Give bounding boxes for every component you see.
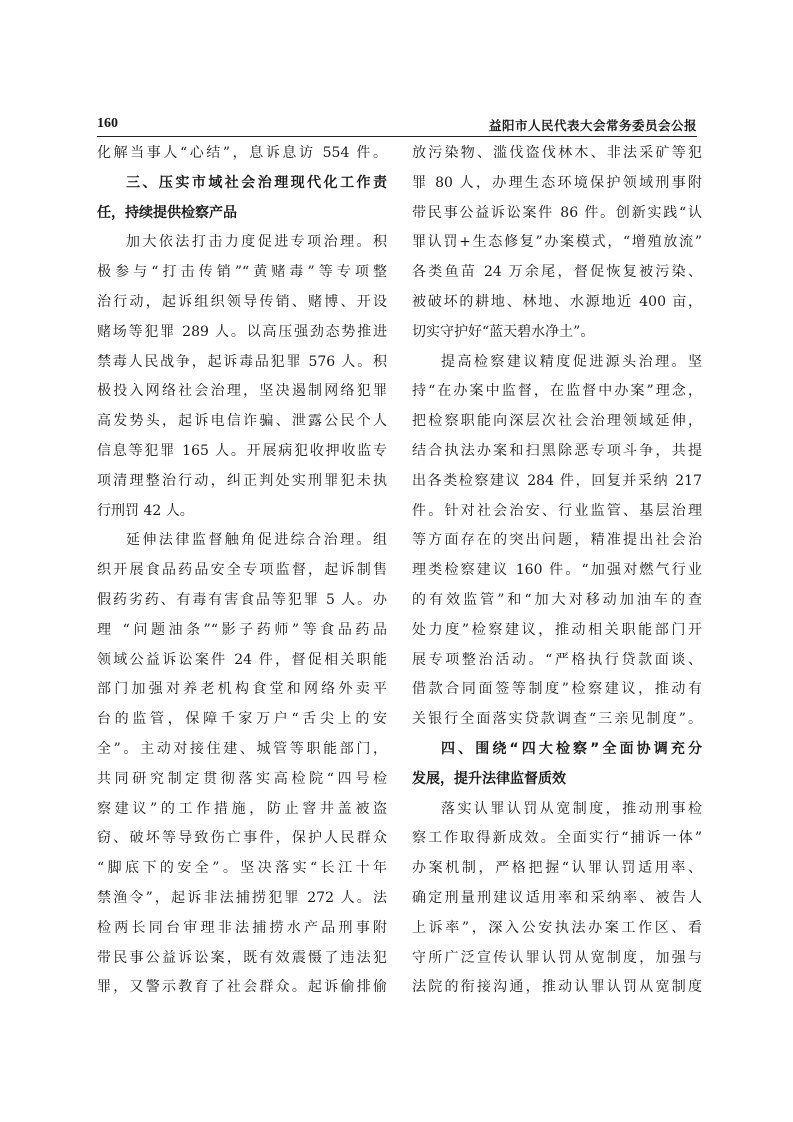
paragraph-line: 项清理整治行动，纠正判处实刑罪犯未执	[97, 472, 387, 489]
paragraph-line: 行刑罚 42 人。	[97, 502, 194, 519]
right-column	[412, 139, 702, 1003]
paragraph-line: 共同研究制定贯彻落实高检院“四号检	[97, 770, 387, 787]
paragraph-line: 办案机制，严格把握“认罪认罚适用率、	[412, 860, 702, 877]
paragraph-line: 延伸法律监督触角促进综合治理。组	[126, 532, 387, 549]
paragraph-line: 罪认罚+生态修复”办案模式，“增殖放流”	[412, 234, 702, 251]
paragraph-line: 全”。主动对接住建、城管等职能部门，	[97, 740, 387, 757]
paragraph-line: 结合执法办案和扫黑除恶专项斗争，共提	[412, 442, 702, 459]
paragraph-line: 理类检察建议 160 件。“加强对燃气行业	[412, 562, 702, 579]
paragraph-line: 察建议”的工作措施，防止窨井盖被盗	[97, 800, 387, 817]
paragraph-line: 展专项整治活动。“严格执行贷款面谈、	[412, 651, 702, 668]
left-column	[97, 139, 387, 1003]
paragraph-line: 赌场等犯罪 289 人。以高压强劲态势推进	[97, 323, 387, 340]
paragraph-line: 信息等犯罪 165 人。开展病犯收押收监专	[97, 442, 387, 459]
paragraph-line: “脚底下的安全”。坚决落实“长江十年	[97, 860, 387, 877]
section-heading: 四、围绕“四大检察”全面协调充分	[441, 740, 702, 757]
paragraph-line: 带民事公益诉讼案件 86 件。创新实践“认	[412, 204, 702, 221]
paragraph-line: 提高检察建议精度促进源头治理。坚	[441, 353, 702, 370]
journal-title: 益阳市人民代表大会常务委员会公报	[488, 118, 697, 133]
paragraph-line: 处力度”检察建议，推动相关职能部门开	[412, 621, 702, 638]
section-heading: 任，持续提供检察产品	[97, 204, 237, 221]
paragraph-line: 借款合同面签等制度”检察建议，推动有	[412, 681, 702, 698]
paragraph-line: 领域公益诉讼案件 24 件，督促相关职能	[97, 651, 387, 668]
paragraph-line: 罪，又警示教育了社会群众。起诉偷排偷	[97, 979, 387, 996]
paragraph-line: 各类鱼苗 24 万余尾，督促恢复被污染、	[412, 264, 702, 281]
paragraph-line: 假药劣药、有毒有害食品等犯罪 5 人。办	[97, 591, 387, 608]
paragraph-line: 被破坏的耕地、林地、水源地近 400 亩，	[412, 293, 702, 310]
paragraph-line: 把检察职能向深层次社会治理领域延伸，	[412, 413, 702, 430]
paragraph-line: 化解当事人“心结”，息诉息访 554 件。	[97, 145, 387, 161]
paragraph-line: 察工作取得新成效。全面实行“捕诉一体”	[412, 830, 702, 847]
paragraph-line: 理 “问题油条”“影子药师”等食品药品	[97, 621, 387, 638]
page-header	[97, 114, 697, 137]
section-heading: 发展，提升法律监督质效	[412, 770, 566, 787]
paragraph-line: 件。针对社会治安、行业监管、基层治理	[412, 502, 702, 519]
paragraph-line: 部门加强对养老机构食堂和网络外卖平	[97, 681, 387, 698]
paragraph-line: 极参与“打击传销”“黄赌毒”等专项整	[97, 264, 387, 281]
paragraph-line: 确定刑量刑建议适用率和采纳率、被告人	[412, 889, 702, 906]
paragraph-line: 极投入网络社会治理，坚决遏制网络犯罪	[97, 383, 387, 400]
paragraph-line: 出各类检察建议 284 件，回复并采纳 217	[412, 472, 702, 489]
paragraph-line: 守所广泛宣传认罪认罚从宽制度，加强与	[412, 949, 702, 966]
page-number: 160	[97, 116, 118, 131]
paragraph-line: 台的监管，保障千家万户“舌尖上的安	[97, 711, 387, 728]
paragraph-line: 持“在办案中监督，在监督中办案”理念，	[412, 383, 702, 400]
paragraph-line: 带民事公益诉讼案，既有效震慑了违法犯	[97, 949, 387, 966]
paragraph-line: 织开展食品药品安全专项监督，起诉制售	[97, 562, 387, 579]
paragraph-line: 罪 80 人，办理生态环境保护领域刑事附	[412, 174, 702, 191]
paragraph-line: 窃、破坏等导致伤亡事件，保护人民群众	[97, 830, 387, 847]
paragraph-line: 切实守护好“蓝天碧水净土”。	[412, 323, 595, 340]
paragraph-line: 放污染物、滥伐盗伐林木、非法采矿等犯	[412, 145, 702, 161]
paragraph-line: 禁渔令”，起诉非法捕捞犯罪 272 人。法	[97, 889, 387, 906]
section-heading: 三、压实市域社会治理现代化工作责	[126, 174, 387, 191]
paragraph-line: 禁毒人民战争，起诉毒品犯罪 576 人。积	[97, 353, 387, 370]
paragraph-line: 治行动，起诉组织领导传销、赌博、开设	[97, 293, 387, 310]
paragraph-line: 检两长同台审理非法捕捞水产品刑事附	[97, 919, 387, 936]
paragraph-line: 等方面存在的突出问题，精准提出社会治	[412, 532, 702, 549]
paragraph-line: 上诉率”，深入公安执法办案工作区、看	[412, 919, 702, 936]
paragraph-line: 高发势头，起诉电信诈骗、泄露公民个人	[97, 413, 387, 430]
paragraph-line: 落实认罪认罚从宽制度，推动刑事检	[441, 800, 702, 817]
paragraph-line: 关银行全面落实贷款调查“三亲见制度”。	[412, 711, 702, 728]
paragraph-line: 加大依法打击力度促进专项治理。积	[126, 234, 387, 251]
paragraph-line: 法院的衔接沟通，推动认罪认罚从宽制度	[412, 979, 702, 996]
paragraph-line: 的有效监管”和“加大对移动加油车的查	[412, 591, 702, 608]
